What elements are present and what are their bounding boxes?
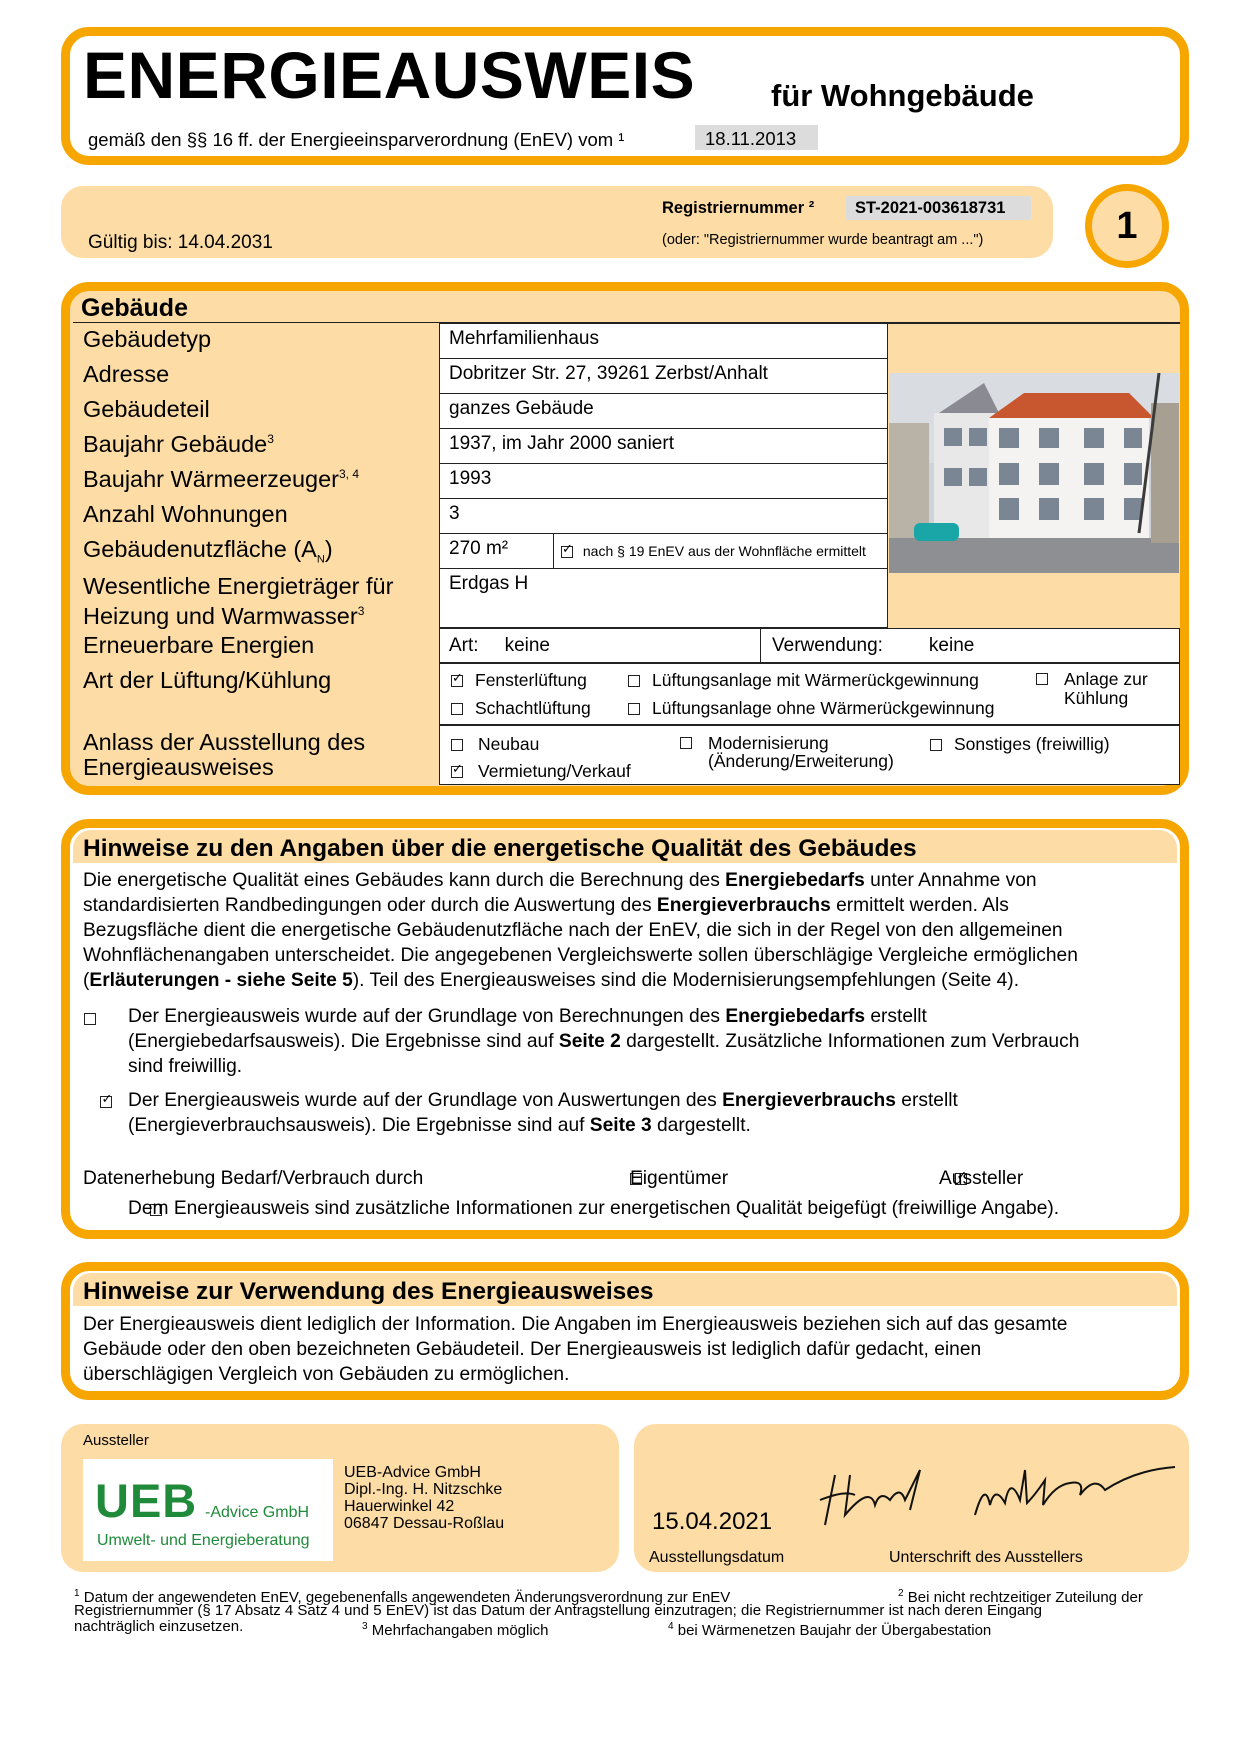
value-anzahl-wohnungen: 3	[439, 498, 888, 534]
ventilation-without-recovery-label: Lüftungsanlage ohne Wärmerückgewinnung	[652, 698, 995, 718]
footnote-4: bei Wärmenetzen Baujahr der Übergabestation	[677, 1622, 992, 1639]
window-ventilation-checkbox[interactable]	[451, 675, 463, 687]
issuer-choice-label: Aussteller	[939, 1168, 1024, 1189]
label-anlass: Anlass der Ausstellung des Energieausweises	[83, 729, 366, 780]
renewable-use-cell: Verwendung: keine	[760, 628, 1180, 663]
value-nutzflaeche: 270 m²	[439, 533, 554, 569]
document-title: ENERGIEAUSWEIS	[83, 38, 696, 112]
registration-label: Registriernummer ²	[662, 199, 815, 217]
usage-title: Hinweise zur Verwendung des Energieausweises	[83, 1278, 654, 1305]
logo-company-text: -Advice GmbH	[205, 1504, 310, 1521]
document-subtitle: für Wohngebäude	[771, 78, 1034, 113]
notes-title: Hinweise zu den Angaben über die energetische Qualität des Gebäudes	[83, 835, 917, 862]
label-erneuerbare: Erneuerbare Energien	[83, 632, 315, 658]
value-baujahr-gebaeude: 1937, im Jahr 2000 saniert	[439, 428, 888, 464]
extra-info-label: Dem Energieausweis sind zusätzliche Informationen zur energetischen Qualität beigefügt (freiwillige Angabe).	[128, 1198, 1060, 1219]
value-gebaeudetyp: Mehrfamilienhaus	[439, 323, 888, 359]
rent-sale-checkbox[interactable]	[451, 766, 463, 778]
rent-sale-label: Vermietung/Verkauf	[478, 761, 631, 781]
modernisation-checkbox[interactable]	[680, 737, 692, 749]
regulation-text: gemäß den §§ 16 ff. der Energieeinsparverordnung (EnEV) vom ¹	[88, 129, 625, 150]
demand-certificate-checkbox[interactable]	[84, 1013, 96, 1025]
label-adresse: Adresse	[83, 361, 170, 387]
label-anzahl-wohnungen: Anzahl Wohnungen	[83, 501, 288, 527]
area-note-text: nach § 19 EnEV aus der Wohnfläche ermittelt	[582, 543, 866, 559]
area-note-checkbox[interactable]	[561, 546, 573, 558]
modernisation-label: Modernisierung (Änderung/Erweiterung)	[708, 733, 894, 771]
value-energietraeger: Erdgas H	[439, 568, 888, 628]
renewable-type-cell: Art: keine	[439, 628, 761, 663]
new-building-checkbox[interactable]	[451, 739, 463, 751]
logo-tagline: Umwelt- und Energieberatung	[97, 1532, 310, 1549]
notes-paragraph: Die energetische Qualität eines Gebäudes kann durch die Berechnung des Energiebedarfs unter Annahme von standardisierten Randbedingungen oder durch die Auswertung des Energieverbrauchs ermittelt werden. Als Bezugsfläche dient die energetische Gebäudenutzfläche nach der EnEV, die sich in der Regel von den allgemeinen Wohnflächenangaben unterscheidet. Die angegebenen Vergleichswerte sollen überschlägige Vergleiche ermöglichen (Erläuterungen - siehe Seite 5). Teil des Energieausweises sind die Modernisierungsempfehlungen (Seite 4).	[83, 870, 1078, 991]
ventilation-with-recovery-label: Lüftungsanlage mit Wärmerückgewinnung	[652, 670, 979, 690]
consumption-certificate-text: Der Energieausweis wurde auf der Grundlage von Auswertungen des Energieverbrauchs erstellt (Energieverbrauchsausweis). Die Ergebnisse sind auf Seite 3 dargestellt.	[128, 1090, 958, 1136]
value-baujahr-waermeerzeuger: 1993	[439, 463, 888, 499]
ventilation-without-recovery-checkbox[interactable]	[628, 703, 640, 715]
cooling-label: Anlage zur Kühlung	[1064, 669, 1148, 708]
ventilation-with-recovery-checkbox[interactable]	[628, 675, 640, 687]
new-building-label: Neubau	[478, 734, 540, 754]
logo-ueb-text: UEB	[95, 1474, 198, 1527]
footnote-2-cont: Registriernummer (§ 17 Absatz 4 Satz 4 und 5 EnEV) ist das Datum der Antragstellung einzutragen; die Registriernummer ist nach deren Eingang	[74, 1602, 1043, 1619]
footnote-3: Mehrfachangaben möglich	[371, 1622, 549, 1639]
other-label: Sonstiges (freiwillig)	[954, 734, 1110, 754]
label-lueftung: Art der Lüftung/Kühlung	[83, 667, 332, 693]
registration-number: ST-2021-003618731	[846, 196, 1031, 220]
footnote-2: Bei nicht rechtzeitiger Zuteilung der	[907, 1589, 1143, 1606]
issuer-logo	[83, 1459, 333, 1561]
label-gebaeudetyp: Gebäudetyp	[83, 326, 212, 352]
issue-date-label: Ausstellungsdatum	[649, 1549, 785, 1566]
label-baujahr-waermeerzeuger: Baujahr Wärmeerzeuger$^{3, 4}$	[83, 466, 360, 492]
ventilation-cell	[439, 663, 1180, 725]
owner-label: Eigentümer	[630, 1168, 729, 1189]
issue-date: 15.04.2021	[652, 1508, 773, 1535]
shaft-ventilation-label: Schachtlüftung	[475, 698, 591, 718]
label-energietraeger: Wesentliche Energieträger für Heizung und Warmwasser$^3$	[83, 573, 394, 629]
issuer-address: UEB-Advice GmbH Dipl.-Ing. H. Nitzschke Hauerwinkel 42 06847 Dessau-Roßlau	[344, 1464, 505, 1532]
value-adresse: Dobritzer Str. 27, 39261 Zerbst/Anhalt	[439, 358, 888, 394]
building-photo	[889, 373, 1179, 573]
signature-label: Unterschrift des Ausstellers	[889, 1549, 1083, 1566]
registration-note: (oder: "Registriernummer wurde beantragt am ...")	[662, 232, 984, 248]
building-section-title: Gebäude	[81, 294, 188, 322]
valid-until: Gültig bis: 14.04.2031	[88, 232, 273, 253]
usage-text: Der Energieausweis dient lediglich der Information. Die Angaben im Energieausweis beziehen sich auf das gesamte Gebäude oder den oben bezeichneten Gebäudeteil. Der Energieausweis ist lediglich dafür gedacht, einen überschlägigen Vergleich von Gebäuden zu ermöglichen.	[83, 1314, 1068, 1385]
label-baujahr-gebaeude: Baujahr Gebäude$^3$	[83, 431, 274, 457]
page-number: 1	[1116, 205, 1138, 247]
nutzflaeche-note-cell	[553, 533, 888, 569]
window-ventilation-label: Fensterlüftung	[475, 670, 587, 690]
shaft-ventilation-checkbox[interactable]	[451, 703, 463, 715]
consumption-certificate-checkbox[interactable]	[100, 1096, 112, 1108]
other-checkbox[interactable]	[930, 739, 942, 751]
regulation-date: 18.11.2013	[695, 125, 818, 150]
value-gebaeudeteil: ganzes Gebäude	[439, 393, 888, 429]
footnote-1: Datum der angewendeten EnEV, gegebenenfalls angewendeten Änderungsverordnung zur EnEV	[83, 1589, 731, 1606]
footnote-2-end: nachträglich einzusetzen.	[74, 1618, 244, 1635]
cooling-checkbox[interactable]	[1036, 673, 1048, 685]
occasion-cell	[439, 725, 1180, 785]
demand-certificate-text: Der Energieausweis wurde auf der Grundlage von Berechnungen des Energiebedarfs erstellt (Energiebedarfsausweis). Die Ergebnisse sind auf Seite 2 dargestellt. Zusätzliche Informationen zum Verbrauch sind freiwillig.	[128, 1006, 1080, 1077]
label-nutzflaeche: Gebäudenutzfläche $(A_N)$	[83, 536, 333, 566]
label-gebaeudeteil: Gebäudeteil	[83, 396, 210, 422]
issuer-label: Aussteller	[83, 1432, 149, 1449]
signature-image	[815, 1455, 1185, 1535]
page-number-badge	[1085, 184, 1169, 268]
data-collection-label: Datenerhebung Bedarf/Verbrauch durch	[83, 1168, 424, 1189]
